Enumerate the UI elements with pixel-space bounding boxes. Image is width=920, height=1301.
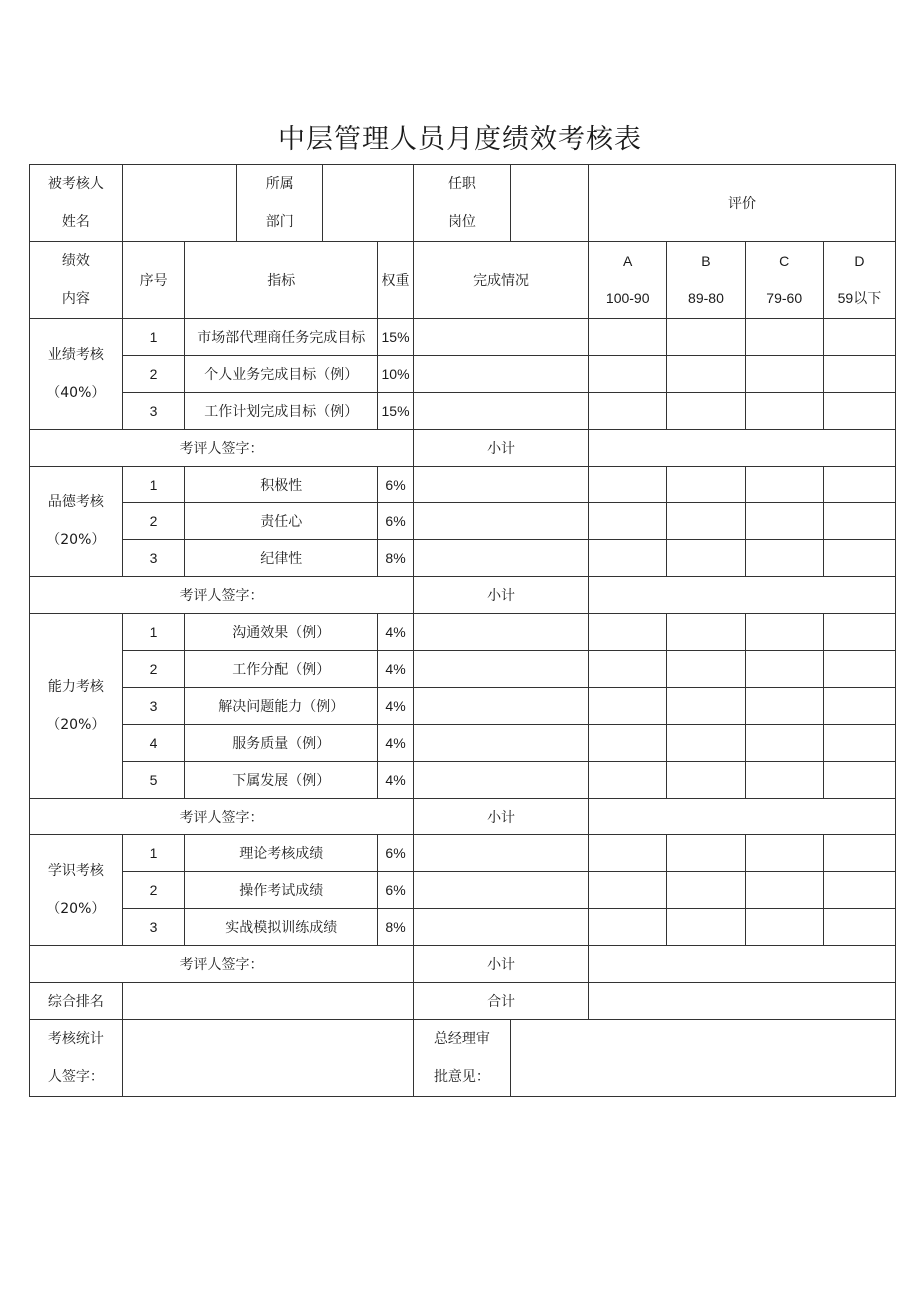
grade-b-cell[interactable] xyxy=(667,835,745,872)
item-weight: 6% xyxy=(378,466,414,503)
subtotal-label: 小计 xyxy=(414,577,589,614)
item-indicator: 工作计划完成目标（例） xyxy=(185,392,378,429)
item-indicator: 解决问题能力（例） xyxy=(185,687,378,724)
item-completion-cell[interactable] xyxy=(414,503,589,540)
reviewer-sign-label: 考评人签字： xyxy=(30,798,414,835)
evaluation-header: 评价 xyxy=(589,165,896,242)
grade-d-cell[interactable] xyxy=(823,319,895,356)
indicator-header: 指标 xyxy=(185,242,378,319)
grade-c-cell[interactable] xyxy=(745,319,823,356)
item-row xyxy=(30,724,896,761)
gm-approval-label: 总经理审 批意见： xyxy=(414,1019,511,1096)
grade-c-cell[interactable] xyxy=(745,614,823,651)
item-completion-cell[interactable] xyxy=(414,909,589,946)
post-label: 任职 岗位 xyxy=(414,165,511,242)
grade-d-cell[interactable] xyxy=(823,355,895,392)
content-header: 绩效 内容 xyxy=(30,242,123,319)
header-row xyxy=(30,165,896,242)
item-row xyxy=(30,835,896,872)
grade-d-cell[interactable] xyxy=(823,651,895,688)
item-completion-cell[interactable] xyxy=(414,355,589,392)
item-indicator: 下属发展（例） xyxy=(185,761,378,798)
grade-c-cell[interactable] xyxy=(745,651,823,688)
column-header-row xyxy=(30,242,896,319)
rank-row xyxy=(30,983,896,1020)
grade-a-cell[interactable] xyxy=(589,687,667,724)
item-completion-cell[interactable] xyxy=(414,466,589,503)
grade-b-cell[interactable] xyxy=(667,651,745,688)
item-seq: 2 xyxy=(122,355,185,392)
grade-c-cell[interactable] xyxy=(745,909,823,946)
dept-label: 所属 部门 xyxy=(236,165,322,242)
grade-c-cell[interactable] xyxy=(745,872,823,909)
item-weight: 4% xyxy=(378,687,414,724)
grade-b-cell[interactable] xyxy=(667,872,745,909)
item-seq: 3 xyxy=(122,909,185,946)
item-completion-cell[interactable] xyxy=(414,540,589,577)
grade-d-cell[interactable] xyxy=(823,909,895,946)
grade-d-cell[interactable] xyxy=(823,503,895,540)
item-completion-cell[interactable] xyxy=(414,687,589,724)
item-completion-cell[interactable] xyxy=(414,761,589,798)
grade-a-cell[interactable] xyxy=(589,466,667,503)
item-row xyxy=(30,466,896,503)
item-seq: 1 xyxy=(122,319,185,356)
item-completion-cell[interactable] xyxy=(414,392,589,429)
grade-d-cell[interactable] xyxy=(823,687,895,724)
assessee-name-field[interactable] xyxy=(122,165,236,242)
item-row xyxy=(30,503,896,540)
assessee-label: 被考核人 姓名 xyxy=(30,165,123,242)
grade-d-cell[interactable] xyxy=(823,835,895,872)
subtotal-value-cell[interactable] xyxy=(589,577,896,614)
grade-c-cell[interactable] xyxy=(745,761,823,798)
item-weight: 6% xyxy=(378,503,414,540)
item-indicator: 服务质量（例） xyxy=(185,724,378,761)
grade-b-cell[interactable] xyxy=(667,909,745,946)
item-seq: 1 xyxy=(122,466,185,503)
grade-b-cell[interactable] xyxy=(667,392,745,429)
grade-a-cell[interactable] xyxy=(589,724,667,761)
item-row xyxy=(30,909,896,946)
reviewer-sign-label: 考评人签字： xyxy=(30,577,414,614)
item-row xyxy=(30,872,896,909)
subtotal-row xyxy=(30,577,896,614)
grade-c-cell[interactable] xyxy=(745,392,823,429)
item-weight: 15% xyxy=(378,392,414,429)
item-row xyxy=(30,651,896,688)
subtotal-label: 小计 xyxy=(414,429,589,466)
grade-b-cell[interactable] xyxy=(667,761,745,798)
item-row xyxy=(30,540,896,577)
reviewer-sign-label: 考评人签字： xyxy=(30,946,414,983)
reviewer-sign-label: 考评人签字： xyxy=(30,429,414,466)
item-seq: 2 xyxy=(122,503,185,540)
completion-header: 完成情况 xyxy=(414,242,589,319)
grade-a-cell[interactable] xyxy=(589,651,667,688)
item-seq: 2 xyxy=(122,651,185,688)
footer-row xyxy=(30,1019,896,1096)
gm-approval-field[interactable] xyxy=(510,1019,895,1096)
item-completion-cell[interactable] xyxy=(414,835,589,872)
grade-a-cell[interactable] xyxy=(589,503,667,540)
grade-b-cell[interactable] xyxy=(667,724,745,761)
grade-c-header: C 79-60 xyxy=(745,242,823,319)
grade-a-cell[interactable] xyxy=(589,614,667,651)
grade-b-cell[interactable] xyxy=(667,355,745,392)
item-completion-cell[interactable] xyxy=(414,319,589,356)
item-indicator: 操作考试成绩 xyxy=(185,872,378,909)
grade-c-cell[interactable] xyxy=(745,540,823,577)
grade-d-cell[interactable] xyxy=(823,392,895,429)
grade-a-cell[interactable] xyxy=(589,392,667,429)
item-seq: 2 xyxy=(122,872,185,909)
grade-a-cell[interactable] xyxy=(589,909,667,946)
item-completion-cell[interactable] xyxy=(414,651,589,688)
appraisal-table xyxy=(29,164,896,1097)
seq-header: 序号 xyxy=(122,242,185,319)
grade-b-cell[interactable] xyxy=(667,614,745,651)
stats-sign-field[interactable] xyxy=(122,1019,413,1096)
item-row xyxy=(30,614,896,651)
item-indicator: 责任心 xyxy=(185,503,378,540)
dept-field[interactable] xyxy=(323,165,414,242)
item-indicator: 个人业务完成目标（例） xyxy=(185,355,378,392)
item-seq: 1 xyxy=(122,835,185,872)
grade-b-cell[interactable] xyxy=(667,319,745,356)
item-row xyxy=(30,355,896,392)
item-seq: 3 xyxy=(122,540,185,577)
grade-c-cell[interactable] xyxy=(745,687,823,724)
weight-header: 权重 xyxy=(378,242,414,319)
item-seq: 3 xyxy=(122,392,185,429)
post-field[interactable] xyxy=(510,165,588,242)
item-seq: 3 xyxy=(122,687,185,724)
item-indicator: 实战模拟训练成绩 xyxy=(185,909,378,946)
item-weight: 8% xyxy=(378,540,414,577)
grade-c-cell[interactable] xyxy=(745,503,823,540)
item-indicator: 积极性 xyxy=(185,466,378,503)
item-weight: 4% xyxy=(378,614,414,651)
item-row xyxy=(30,687,896,724)
total-label: 合计 xyxy=(414,983,589,1020)
item-indicator: 沟通效果（例） xyxy=(185,614,378,651)
item-seq: 5 xyxy=(122,761,185,798)
grade-a-cell[interactable] xyxy=(589,540,667,577)
grade-a-cell[interactable] xyxy=(589,761,667,798)
item-weight: 8% xyxy=(378,909,414,946)
grade-c-cell[interactable] xyxy=(745,355,823,392)
subtotal-row xyxy=(30,798,896,835)
item-seq: 1 xyxy=(122,614,185,651)
section-name: 学识考核 （20%） xyxy=(30,835,123,946)
grade-b-cell[interactable] xyxy=(667,503,745,540)
overall-rank-label: 综合排名 xyxy=(30,983,123,1020)
subtotal-value-cell[interactable] xyxy=(589,798,896,835)
grade-d-cell[interactable] xyxy=(823,540,895,577)
grade-a-cell[interactable] xyxy=(589,872,667,909)
section-name: 能力考核 （20%） xyxy=(30,614,123,798)
item-seq: 4 xyxy=(122,724,185,761)
section-name: 品德考核 （20%） xyxy=(30,466,123,577)
grade-d-cell[interactable] xyxy=(823,614,895,651)
subtotal-row xyxy=(30,429,896,466)
stats-sign-label: 考核统计 人签字： xyxy=(30,1019,123,1096)
item-row xyxy=(30,319,896,356)
page-title: 中层管理人员月度绩效考核表 xyxy=(278,124,642,155)
grade-c-cell[interactable] xyxy=(745,724,823,761)
grade-b-cell[interactable] xyxy=(667,540,745,577)
grade-d-header: D 59以下 xyxy=(823,242,895,319)
item-weight: 6% xyxy=(378,872,414,909)
item-completion-cell[interactable] xyxy=(414,724,589,761)
total-value-cell[interactable] xyxy=(589,983,896,1020)
item-completion-cell[interactable] xyxy=(414,872,589,909)
subtotal-row xyxy=(30,946,896,983)
grade-d-cell[interactable] xyxy=(823,724,895,761)
item-indicator: 理论考核成绩 xyxy=(185,835,378,872)
subtotal-label: 小计 xyxy=(414,798,589,835)
grade-c-cell[interactable] xyxy=(745,835,823,872)
grade-d-cell[interactable] xyxy=(823,466,895,503)
grade-b-cell[interactable] xyxy=(667,687,745,724)
item-indicator: 纪律性 xyxy=(185,540,378,577)
grade-a-header: A 100-90 xyxy=(589,242,667,319)
grade-a-cell[interactable] xyxy=(589,319,667,356)
grade-a-cell[interactable] xyxy=(589,835,667,872)
item-row xyxy=(30,392,896,429)
grade-b-header: B 89-80 xyxy=(667,242,745,319)
item-weight: 10% xyxy=(378,355,414,392)
item-weight: 6% xyxy=(378,835,414,872)
item-weight: 4% xyxy=(378,724,414,761)
grade-c-cell[interactable] xyxy=(745,466,823,503)
subtotal-value-cell[interactable] xyxy=(589,946,896,983)
subtotal-label: 小计 xyxy=(414,946,589,983)
item-weight: 4% xyxy=(378,651,414,688)
grade-b-cell[interactable] xyxy=(667,466,745,503)
item-indicator: 工作分配（例） xyxy=(185,651,378,688)
grade-a-cell[interactable] xyxy=(589,355,667,392)
grade-d-cell[interactable] xyxy=(823,872,895,909)
item-completion-cell[interactable] xyxy=(414,614,589,651)
item-weight: 15% xyxy=(378,319,414,356)
item-indicator: 市场部代理商任务完成目标 xyxy=(185,319,378,356)
grade-d-cell[interactable] xyxy=(823,761,895,798)
subtotal-value-cell[interactable] xyxy=(589,429,896,466)
item-weight: 4% xyxy=(378,761,414,798)
overall-rank-field[interactable] xyxy=(122,983,413,1020)
section-name: 业绩考核 （40%） xyxy=(30,319,123,430)
item-row xyxy=(30,761,896,798)
